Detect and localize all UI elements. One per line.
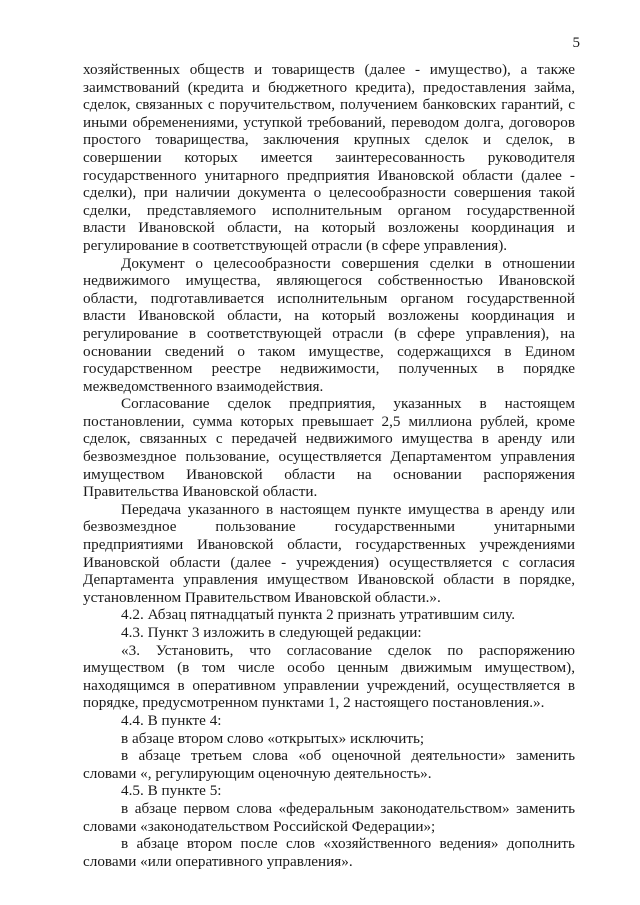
text-line: сделок, связанных с передачей недвижимого имущества в аренду или xyxy=(83,430,575,448)
text-line: словами «законодательством Российской Федерации»; xyxy=(83,817,436,835)
text-line: 4.4. В пункте 4: xyxy=(121,711,222,729)
text-line: предприятиями Ивановской области, государственных учреждениями xyxy=(83,536,575,554)
text-line: словами «, регулирующим оценочную деятельность». xyxy=(83,764,432,782)
text-line: «3. Установить, что согласование сделок по распоряжению xyxy=(121,641,575,659)
text-line: Ивановской области (далее - учреждения) осуществляется с согласия xyxy=(83,553,575,571)
page-number: 5 xyxy=(572,35,580,51)
text-line: государственном реестре недвижимости, полученных в порядке xyxy=(83,360,575,378)
text-line: порядке, предусмотренном пунктами 1, 2 настоящего постановления.». xyxy=(83,694,545,712)
text-line: в абзаце втором слово «открытых» исключить; xyxy=(121,729,425,747)
text-line: сделки), при наличии документа о целесообразности совершения такой xyxy=(83,184,575,202)
text-line: заимствований (кредита и бюджетного кредита), предоставления займа, xyxy=(83,78,575,96)
text-line: безвозмездное пользование государственными унитарными xyxy=(83,518,575,536)
text-line: простого товарищества, заключения крупных сделок и сделок, в xyxy=(83,131,575,149)
text-line: сделок, связанных с поручительством, получением банковских гарантий, с xyxy=(83,96,575,114)
document-body xyxy=(83,61,575,870)
text-line: государственного унитарного предприятия Ивановской области (далее - xyxy=(83,166,575,184)
text-line: словами «или оперативного управления». xyxy=(83,852,353,870)
text-line: безвозмездное пользование, осуществляется Департаментом управления xyxy=(83,448,575,466)
text-line: имуществом (в том числе особо ценным движимым имуществом), xyxy=(83,659,575,677)
text-line: регулирование в соответствующей отрасли (в сфере управления), на xyxy=(83,324,575,342)
text-line: 4.3. Пункт 3 изложить в следующей редакции: xyxy=(121,624,422,641)
text-line: Согласование сделок предприятия, указанных в настоящем xyxy=(121,395,575,413)
text-line: Департамента управления имуществом Ивановской области в порядке, xyxy=(83,571,575,589)
text-line: находящимся в оперативном управлении учреждений, осуществляется в xyxy=(83,676,575,694)
text-line: установленном Правительством Ивановской области.». xyxy=(83,588,441,606)
text-line: 4.5. В пункте 5: xyxy=(121,782,222,800)
text-line: постановлении, сумма которых превышает 2,5 миллиона рублей, кроме xyxy=(83,412,575,430)
text-line: 4.2. Абзац пятнадцатый пункта 2 признать утратившим силу. xyxy=(121,606,516,624)
text-line: иными обременениями, уступкой требований, переводом долга, договоров xyxy=(83,113,575,131)
text-line: основании сведений о таком имуществе, содержащихся в Едином xyxy=(83,342,575,360)
text-line: имуществом Ивановской области на основании распоряжения xyxy=(83,465,575,483)
text-line: области, подготавливается исполнительным органом государственной xyxy=(83,289,575,307)
text-line: в абзаце третьем слова «об оценочной деятельности» заменить xyxy=(121,747,575,765)
text-line: власти Ивановской области, на который возложены координация и xyxy=(83,307,575,325)
text-line: межведомственного взаимодействия. xyxy=(83,377,324,395)
text-line: регулирование в соответствующей отрасли (в сфере управления). xyxy=(83,236,508,254)
text-line: в абзаце втором после слов «хозяйственного ведения» дополнить xyxy=(121,835,575,853)
text-line: совершении которых имеется заинтересованность руководителя xyxy=(83,148,575,166)
text-line: Передача указанного в настоящем пункте имущества в аренду или xyxy=(121,500,575,518)
text-line: хозяйственных обществ и товариществ (далее - имущество), а также xyxy=(83,61,575,78)
text-line: в абзаце первом слова «федеральным законодательством» заменить xyxy=(121,799,575,817)
text-line: недвижимого имущества, являющегося собственностью Ивановской xyxy=(83,272,575,290)
text-line: Документ о целесообразности совершения сделки в отношении xyxy=(121,254,575,272)
text-line: Правительства Ивановской области. xyxy=(83,483,318,501)
text-line: власти Ивановской области, на который возложены координация и xyxy=(83,219,575,237)
text-line: сделки, представляемого исполнительным органом государственной xyxy=(83,201,575,219)
